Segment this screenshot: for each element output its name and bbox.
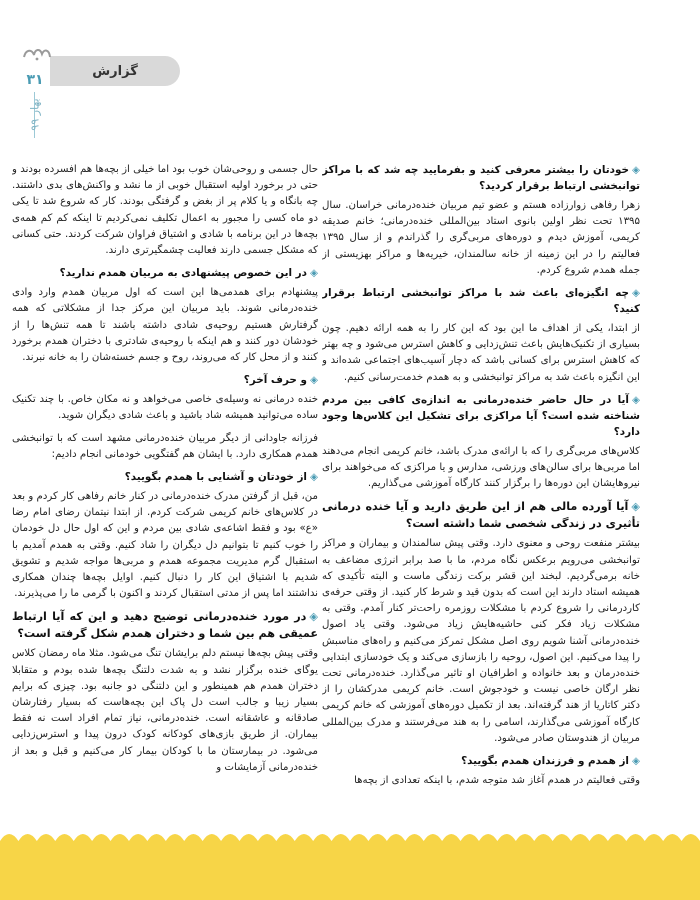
question-bullet-icon: ◈ — [309, 610, 318, 624]
paragraph: پیشنهادم برای همدمی‌ها این است که اول مربیان همدم وارد وادی خنده‌درمانی شوند. باید مربیان این مرکز جدا از مشکلاتی که همه گرفتارش هستیم روحیه‌ی شادی داشته باشند تا همه تنش‌ها را از خودشان دور کنند و هم اینکه با روحیه‌ی شادتری با دختران همدم برخورد کنند و از محل کار که می‌روند، روح و جسم خسته‌شان را به خانه نبرند. — [12, 287, 318, 364]
question-text: خودتان را بیشتر معرفی کنید و بفرمایید چه شد که با مراکز توانبخشی ارتباط برقرار کردید؟ — [322, 164, 640, 192]
question-bullet-icon: ◈ — [632, 755, 640, 768]
interview-question — [322, 392, 640, 440]
question-bullet-icon: ◈ — [310, 267, 318, 280]
interview-question — [12, 608, 318, 642]
interview-question — [12, 265, 318, 281]
paragraph: حال جسمی و روحی‌شان خوب بود اما خیلی از بچه‌ها هم افسرده بودند و حتی در برخورد اولیه استقبال خوبی از ما نشد و واکنش‌های بدی داشتند. چه بانگاه و یا کلام پر از بغض و گرفتگی بودند. کار که شروع شد تا یکی دو ماه کسی را مجبور به اعمال تکلیف نمی‌کردیم تا اینکه کم کم همه‌ی بچه‌ها در این برنامه با شادی و اشتیاق فراوان شرکت کردند. حتی کسانی که مشکل جسمی دارند فعالیت چشمگیرتری دارند. — [12, 164, 318, 257]
question-bullet-icon: ◈ — [632, 164, 640, 176]
paragraph: بیشتر منفعت روحی و معنوی دارد. وقتی پیش سالمندان و بیماران و مراکز توانبخشی می‌رویم برعکس نگاه مردم، ما با صد برابر انرژی مضاعف به خانه برمی‌گردیم. لبخند این قشر برکت زندگی ماست و البته تأکیدی که همیشه استاد دارند این است که بدون قید و شرط کار کنید. از وقتی حرفه‌ی کاردرمانی را شروع کردم با مشکلات روزمره راحت‌تر کنار آمدم. وقتی به مشکلات زیاد فکر کنی حاشیه‌هایش زیاد می‌شود. وقتی یاد اصول خنده‌درمانی آشنا شویم روی اصل مشکل تمرکز می‌کنیم و راه‌های مناسبش را پیدا می‌کنیم. این اصول، روحیه را بازسازی می‌کند و یک خودسازی ابتدایی خنده‌درمان و بعد خانواده و اطرافیان او تاثیر می‌گذارد. خنده‌درمانی تحت نظر ارگان خاصی نیست و خودجوش است. خانم کریمی مدرکشان را از دکتر کاتاریا از هند گرفته‌اند. بعد از تکمیل دوره‌های آموزشی که خانم کریمی کارگاه آموزشی می‌گذارند، اسامی را به هند می‌فرستند و مدرک بین‌المللی مربیان از هندوستان صادر می‌شود. — [322, 538, 640, 744]
page-number: ۳۱ — [26, 72, 44, 88]
section-tab — [50, 56, 180, 86]
paragraph: من، قبل از گرفتن مدرک خنده‌درمانی در کنار خانم رفاهی کار کردم و بعد در کلاس‌های خانم کریمی شرکت کردم. از ابتدا نیتمان رضای امام رضا «ع» بود و فقط اشاعه‌ی شادی بین مردم و این که اول حال دل خودمان را خوب کنیم تا بتوانیم دل دیگران را شاد کنیم. وقتی به همدم آمدیم با استقبال گرم مدیریت مجموعه همدم و مربی‌ها مواجه شدیم و تشویق شدیم با اشتیاق این کار را دنبال کنیم. اوایل بچه‌ها چندان همکاری نداشتند اما پس از مدتی استقبال کردند و اکنون با گرمی ما را می‌پذیرند. — [12, 491, 318, 600]
interview-question — [322, 498, 640, 532]
paragraph: وقتی پیش بچه‌ها نیستم دلم برایشان تنگ می‌شود. مثلا ماه رمضان کلاس یوگای خنده برگزار نشد و به شدت دلتنگ بچه‌ها شده بودم و متقابلا دختران همدم هم همینطور و این دلتنگی دو جانبه بود. چیزی که برایم بسیار زیبا و جالب است دل پاک این بچه‌هاست که بسیار رفتارشان صادقانه و عاشقانه است. خنده‌درمانی، نیاز تمام افراد است نه فقط بیماران. از طریق بازی‌های کودکانه کودک درون پیدا و استرس‌زدایی می‌شود. در بیمارستان ما با کودکان بیمار کار می‌کنیم و قبل و بعد از خنده‌درمانی آزمایشات و — [12, 648, 318, 773]
issue-label: بهار ۹۹ — [28, 98, 42, 131]
paragraph: از ابتدا، یکی از اهداف ما این بود که این کار را به همه ارائه دهیم. چون بسیاری از تکنیک‌هایش باعث تنش‌زدایی و کاهش استرس می‌شود و چه بهتر که کاهش استرس برای کسانی باشد که دچار آسیب‌های اجتماعی شده‌اند و این انگیزه باعث شد به مراکز توانبخشی و به همدم خدمت‌رسانی کنیم. — [322, 323, 640, 383]
question-bullet-icon: ◈ — [632, 393, 640, 406]
paragraph: خنده درمانی نه وسیله‌ی خاصی می‌خواهد و نه مکان خاص. با چند تکنیک ساده می‌توانید همیشه شاد باشید و باعث شادی دیگران شوید. — [12, 394, 318, 422]
interview-question — [322, 162, 640, 194]
interview-question — [322, 285, 640, 317]
paragraph: کلاس‌های مربی‌گری را که با ارائه‌ی مدرک باشد، خانم کریمی انجام می‌دهند اما مربی‌ها برای سالن‌های ورزشی، مدارس و یا مراکزی که می‌خواهند برای نیروهایشان این دوره‌ها را برگزار کنند کارگاه آموزشی می‌گذاریم. — [322, 445, 640, 490]
paragraph: زهرا رفاهی زوارزاده هستم و عضو تیم مربیان خنده‌درمانی خراسان. سال ۱۳۹۵ تحت نظر اولین بانوی استاد بین‌المللی خنده‌درمانی؛ خانم صدیقه کریمی، آموزش دیدم و دوره‌های مربی‌گری را گذراندم و از سال ۱۳۹۵ فعالیتم را در این زمینه از خانه سالمندان، خیریه‌ها و مراکز بهزیستی از جمله همدم شروع کردم. — [322, 200, 640, 276]
question-text: در این خصوص پیشنهادی به مربیان همدم ندارید؟ — [59, 267, 307, 280]
interview-question — [12, 372, 318, 388]
left-column — [12, 162, 318, 814]
question-bullet-icon: ◈ — [631, 500, 640, 514]
question-text: آیا در حال حاضر خنده‌درمانی به اندازه‌ی کافی بین مردم شناخته شده است؟ آیا مراکزی برای تشکیل این کلاس‌ها وجود دارد؟ — [322, 393, 640, 438]
magazine-logo — [22, 44, 52, 62]
question-text: از خودتان و آشنایی با همدم بگویید؟ — [124, 471, 307, 484]
bottom-wave-decoration — [0, 820, 700, 900]
logo-icon — [22, 45, 52, 61]
question-text: چه انگیزه‌ای باعث شد با مراکز توانبخشی ارتباط برقرار کنید؟ — [322, 287, 640, 316]
question-text: آیا آورده مالی هم از این طریق دارید و آیا خنده درمانی تأثیری در زندگی شخصی شما داشته است؟ — [322, 500, 640, 531]
question-bullet-icon: ◈ — [310, 471, 318, 484]
right-column — [322, 158, 640, 810]
paragraph: فرزانه جاودانی از دیگر مربیان خنده‌درمانی مشهد است که با توانبخشی همدم همکاری دارد. با ایشان هم گفتگویی خودمانی انجام دادیم: — [12, 432, 318, 460]
question-text: و حرف آخر؟ — [243, 374, 307, 387]
interview-question — [12, 469, 318, 485]
section-title: گزارش — [92, 63, 138, 79]
question-text: در مورد خنده‌درمانی توضیح دهید و این که آیا ارتباط عمیقی هم بین شما و دختران همدم شکل گرفته است؟ — [12, 610, 318, 641]
question-text: از همدم و فرزندان همدم بگویید؟ — [461, 755, 629, 768]
question-bullet-icon: ◈ — [632, 287, 640, 300]
question-bullet-icon: ◈ — [310, 374, 318, 387]
interview-question — [322, 753, 640, 769]
paragraph: وقتی فعالیتم در همدم آغاز شد متوجه شدم، با اینکه تعدادی از بچه‌ها — [354, 775, 640, 787]
